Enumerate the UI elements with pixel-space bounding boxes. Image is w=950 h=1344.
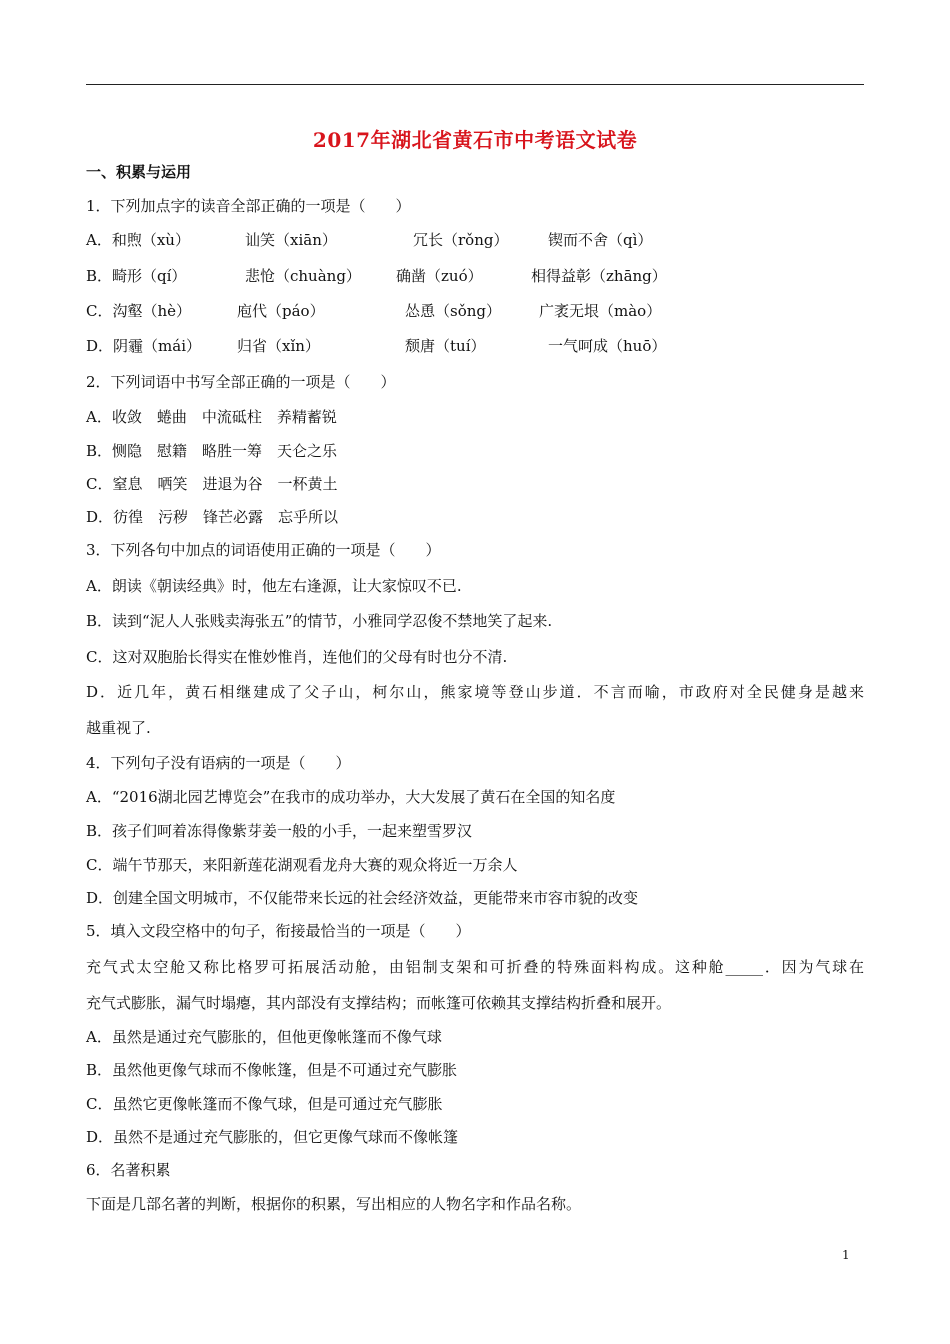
q1-b-3: 确凿（zuó） <box>396 267 483 285</box>
q1-c-4: 广袤无垠（mào） <box>539 302 662 320</box>
q3-option-b: B．读到“泥人人张贱卖海张五”的情节，小雅同学忍俊不禁地笑了起来. <box>86 612 553 630</box>
q1-c-3: 怂恿（sǒng） <box>405 302 501 320</box>
q3-option-d-line1: D．近几年，黄石相继建成了父子山，柯尔山，熊家境等登山步道．不言而喻，市政府对全民健身是越来 <box>86 683 864 701</box>
q2-option-a: A．收敛 蜷曲 中流砥柱 养精蓄锐 <box>86 408 337 426</box>
q3-option-d-line2: 越重视了. <box>86 719 151 737</box>
q1-option-row-b <box>0 266 950 286</box>
q5-option-a: A．虽然是通过充气膨胀的，但他更像帐篷而不像气球 <box>86 1028 442 1046</box>
q2-stem: 2．下列词语中书写全部正确的一项是（ ） <box>86 373 396 391</box>
q1-option-row-d <box>0 336 950 356</box>
q4-stem: 4．下列句子没有语病的一项是（ ） <box>86 754 351 772</box>
section-heading: 一、积累与运用 <box>86 163 192 181</box>
q6-stem: 6．名著积累 <box>86 1161 171 1179</box>
q5-passage-line1: 充气式太空舱又称比格罗可拓展活动舱，由铝制支架和可折叠的特殊面料构成。这种舱_____．因为气球在 <box>86 958 864 976</box>
q1-a-2: 讪笑（xiān） <box>245 231 337 249</box>
q3-stem: 3．下列各句中加点的词语使用正确的一项是（ ） <box>86 541 441 559</box>
q1-d-2: 归省（xǐn） <box>237 337 320 355</box>
q2-option-b: B．恻隐 慰籍 略胜一筹 天仑之乐 <box>86 442 338 460</box>
q1-d-3: 颓唐（tuí） <box>405 337 486 355</box>
q5-stem: 5．填入文段空格中的句子，衔接最恰当的一项是（ ） <box>86 922 471 940</box>
q1-c-1: C．沟壑（hè） <box>86 302 192 320</box>
q1-b-2: 悲怆（chuàng） <box>245 267 361 285</box>
q2-option-c: C．窒息 哂笑 进退为谷 一杯黄土 <box>86 475 338 493</box>
q2-option-d: D．彷徨 污秽 锋芒必露 忘乎所以 <box>86 508 339 526</box>
q5-option-d: D．虽然不是通过充气膨胀的，但它更像气球而不像帐篷 <box>86 1128 459 1146</box>
q1-option-row-a <box>0 230 950 250</box>
q1-a-3: 冗长（rǒng） <box>413 231 509 249</box>
q1-stem: 1．下列加点字的读音全部正确的一项是（ ） <box>86 197 411 215</box>
q1-d-1: D．阴霾（mái） <box>86 337 201 355</box>
q3-option-a: A．朗读《朝读经典》时，他左右逢源，让大家惊叹不已. <box>86 577 462 595</box>
q1-c-2: 庖代（páo） <box>237 302 325 320</box>
q1-a-1: A．和煦（xù） <box>86 231 190 249</box>
q5-option-c: C．虽然它更像帐篷而不像气球，但是可通过充气膨胀 <box>86 1095 443 1113</box>
q5-option-b: B．虽然他更像气球而不像帐篷，但是不可通过充气膨胀 <box>86 1061 458 1079</box>
q1-b-1: B．畸形（qí） <box>86 267 187 285</box>
q5-passage-line2: 充气式膨胀，漏气时塌瘪，其内部没有支撑结构；而帐篷可依赖其支撑结构折叠和展开。 <box>86 994 672 1012</box>
q4-option-c: C．端午节那天，来阳新莲花湖观看龙舟大赛的观众将近一万余人 <box>86 856 518 874</box>
page-title: 2017年湖北省黄石市中考语文试卷 <box>312 128 638 152</box>
header-rule <box>86 84 864 85</box>
q1-b-4: 相得益彰（zhāng） <box>531 267 667 285</box>
page-number: 1 <box>842 1248 850 1262</box>
q4-option-d: D．创建全国文明城市，不仅能带来长远的社会经济效益，更能带来市容市貌的改变 <box>86 889 639 907</box>
q4-option-b: B．孩子们呵着冻得像紫芽姜一般的小手，一起来塑雪罗汉 <box>86 822 473 840</box>
q3-option-c: C．这对双胞胎长得实在惟妙惟肖，连他们的父母有时也分不清. <box>86 648 508 666</box>
q1-d-4: 一气呵成（huō） <box>548 337 667 355</box>
q4-option-a: A．“2016湖北园艺博览会”在我市的成功举办，大大发展了黄石在全国的知名度 <box>86 788 616 806</box>
q1-option-row-c <box>0 301 950 321</box>
q1-a-4: 锲而不舍（qì） <box>548 231 653 249</box>
q6-intro: 下面是几部名著的判断，根据你的积累，写出相应的人物名字和作品名称。 <box>86 1195 582 1213</box>
